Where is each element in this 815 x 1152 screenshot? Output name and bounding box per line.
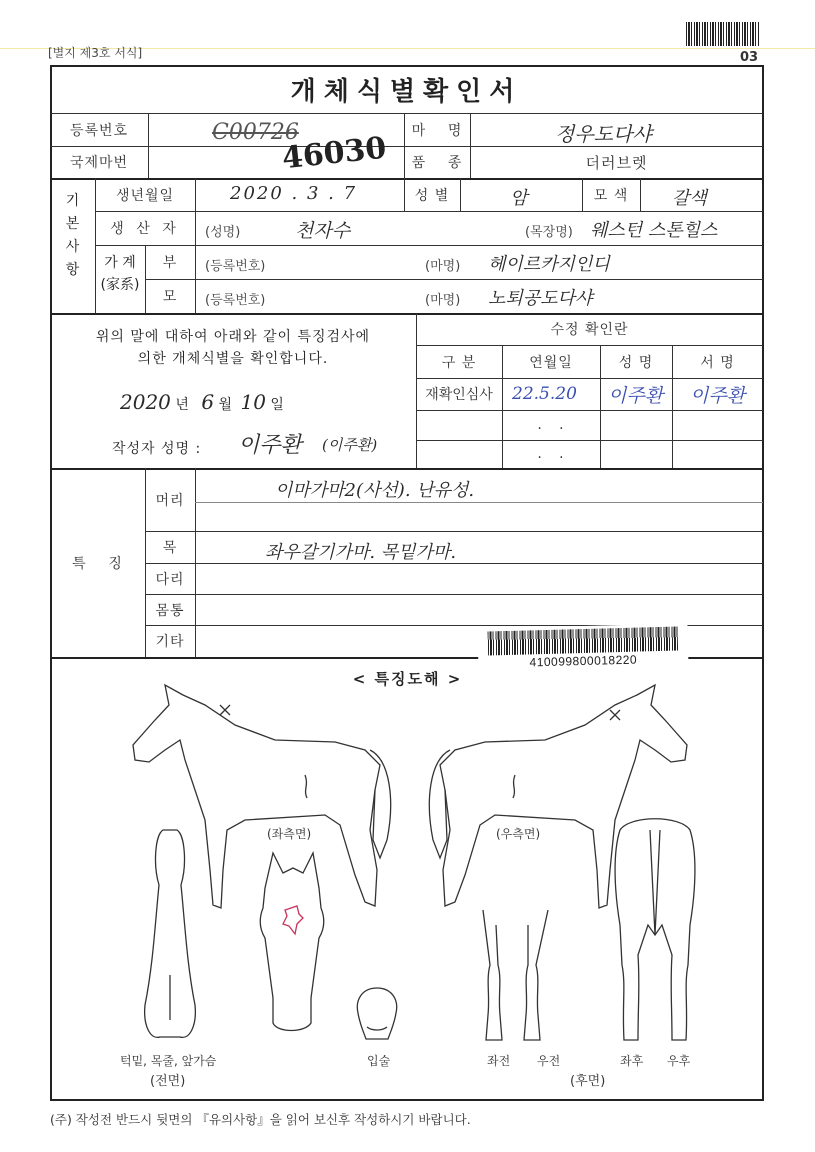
color-label: 모 색 bbox=[593, 187, 629, 204]
dam-name-value: 노퇴공도다샤 bbox=[488, 288, 593, 309]
barcode-number: 410099800018220 bbox=[529, 652, 638, 670]
form-id: [별지 제3호 서식] bbox=[48, 46, 143, 60]
confirmation-date: 2020 년 6 월 10 일 bbox=[120, 390, 284, 414]
rear-caption-right-hind: 우후 bbox=[667, 1054, 691, 1068]
revision-row-name: 이주환 bbox=[608, 385, 664, 407]
producer-name-hint: (성명) bbox=[205, 225, 241, 240]
neck-label: 목 bbox=[162, 540, 178, 556]
dam-reg-no-hint: (등록번호) bbox=[205, 293, 266, 308]
head-feature-value: 이마가마2(사선). 난유성. bbox=[275, 480, 475, 501]
other-feature-value bbox=[200, 625, 460, 657]
color-value: 갈색 bbox=[672, 188, 707, 209]
neck-feature-value: 좌우갈기가마. 목밑가마. bbox=[265, 542, 457, 563]
front-label: (전면) bbox=[150, 1074, 186, 1089]
sire-label: 부 bbox=[162, 255, 178, 271]
face-drawing bbox=[255, 848, 335, 1038]
lineage-label: 가 계 (家系) bbox=[100, 255, 140, 293]
sex-value: 암 bbox=[510, 188, 528, 209]
writer-label: 작성자 성명 : bbox=[112, 441, 202, 457]
sex-label: 성 별 bbox=[414, 187, 450, 204]
diagram-title: < 특징도해 > bbox=[352, 670, 463, 688]
lips-drawing bbox=[352, 985, 402, 1045]
birth-date-label: 생년월일 bbox=[115, 187, 175, 204]
rear-caption-left-hind: 좌후 bbox=[620, 1054, 644, 1068]
front-legs-drawing bbox=[478, 905, 558, 1045]
revision-col-type: 구 분 bbox=[441, 354, 477, 371]
page-code: 03 bbox=[740, 50, 759, 65]
reg-no-value: 46030 bbox=[280, 130, 388, 177]
sire-reg-no-hint: (등록번호) bbox=[205, 259, 266, 274]
rear-caption-right-front: 우전 bbox=[537, 1054, 561, 1068]
top-barcode bbox=[686, 22, 760, 46]
left-side-label: (좌측면) bbox=[267, 827, 312, 841]
birth-date-value: 2020 . 3 . 7 bbox=[230, 183, 358, 204]
horse-name-value: 정우도다샤 bbox=[555, 122, 652, 146]
rear-view-drawing bbox=[610, 815, 700, 1045]
head-label: 머리 bbox=[155, 492, 185, 509]
revision-row-signature: 이주환 bbox=[690, 385, 746, 407]
barcode-sticker bbox=[477, 623, 688, 672]
face-mark bbox=[283, 906, 303, 934]
basic-info-section-label: 기 본 사 항 bbox=[65, 193, 80, 278]
revision-row-date: . . bbox=[537, 417, 565, 433]
intl-no-label: 국제마번 bbox=[69, 155, 129, 171]
writer-seal: (이주환) bbox=[322, 436, 378, 454]
reg-no-struck-value: C00726 bbox=[212, 120, 299, 145]
revision-col-signature: 서 명 bbox=[700, 354, 735, 371]
footer-note: (주) 작성전 반드시 뒷면의 『유의사항』을 읽어 보신후 작성하시기 바랍니다. bbox=[50, 1112, 471, 1127]
legs-feature-value bbox=[200, 563, 760, 594]
body-label: 몸통 bbox=[155, 602, 185, 619]
revision-row-date: 22.5.20 bbox=[512, 384, 577, 404]
revision-row-type: 재확인심사 bbox=[425, 387, 493, 403]
legs-label: 다리 bbox=[155, 571, 185, 588]
farm-name-hint: (목장명) bbox=[525, 225, 573, 240]
breed-value: 더러브렛 bbox=[585, 153, 648, 172]
other-label: 기타 bbox=[155, 634, 185, 650]
reg-no-label: 등록번호 bbox=[69, 122, 129, 139]
sire-name-value: 헤이르카지인디 bbox=[488, 254, 610, 275]
sire-name-hint: (마명) bbox=[425, 259, 461, 274]
producer-label: 생 산 자 bbox=[110, 221, 180, 237]
front-caption: 턱밑, 목줄, 앞가슴 bbox=[120, 1054, 217, 1068]
sticker-barcode bbox=[488, 627, 679, 656]
revision-col-date: 연월일 bbox=[529, 354, 573, 371]
intl-no-value bbox=[148, 146, 404, 178]
rear-label: (후면) bbox=[570, 1074, 606, 1089]
document-title: 개체식별확인서 bbox=[290, 76, 523, 107]
dam-label: 모 bbox=[162, 289, 178, 305]
horse-name-label: 마 명 bbox=[411, 122, 463, 139]
dam-name-hint: (마명) bbox=[425, 293, 461, 308]
revision-row-date: . . bbox=[537, 446, 565, 462]
revision-title: 수정 확인란 bbox=[550, 322, 629, 338]
breed-label: 품 종 bbox=[411, 155, 463, 171]
writer-name: 이주환 bbox=[238, 433, 302, 458]
features-section-label: 특 징 bbox=[72, 555, 123, 572]
producer-name-value: 천자수 bbox=[295, 220, 351, 242]
right-side-label: (우측면) bbox=[496, 827, 541, 841]
lips-caption: 입술 bbox=[367, 1054, 391, 1068]
revision-col-name: 성 명 bbox=[618, 354, 654, 371]
confirmation-statement: 위의 말에 대하여 아래와 같이 특징검사에 의한 개체식별을 확인합니다. bbox=[95, 329, 371, 367]
farm-name-value: 웨스턴 스톤힐스 bbox=[590, 220, 718, 241]
front-neck-drawing bbox=[135, 825, 205, 1045]
rear-caption-left-front: 좌전 bbox=[487, 1054, 511, 1068]
body-feature-value bbox=[200, 594, 760, 625]
